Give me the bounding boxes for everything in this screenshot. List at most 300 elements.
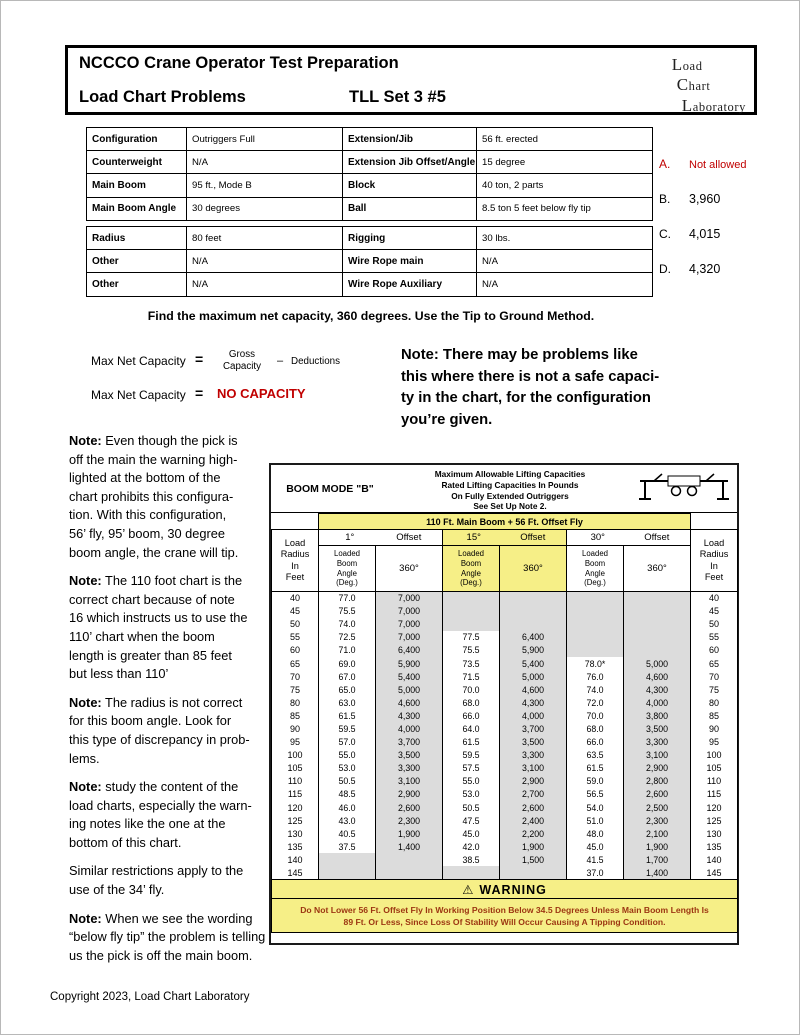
angle-cell: 53.0 — [319, 762, 376, 775]
angle-cell: 57.0 — [319, 736, 376, 749]
angle-cell: 69.0 — [319, 657, 376, 670]
note-line: length is greater than 85 feet — [69, 647, 232, 663]
capacity-cell: 5,000 — [624, 657, 691, 670]
answer-letter: C. — [659, 227, 671, 241]
answer-letter: A. — [659, 157, 671, 171]
angle-cell: 48.5 — [319, 788, 376, 801]
radius-header-line: Feet — [704, 572, 724, 582]
config-label: Wire Rope main — [343, 250, 477, 273]
capacity-cell: 1,900 — [624, 840, 691, 853]
angle-header-line: Angle — [461, 568, 481, 578]
angle-cell: 41.5 — [567, 853, 624, 866]
radius-cell: 115 — [691, 788, 738, 801]
angle-cell: 55.0 — [319, 749, 376, 762]
warning-text — [272, 899, 738, 933]
note-line: but less than 110’ — [69, 666, 169, 682]
config-row — [87, 151, 653, 174]
angle-cell: 74.0 — [567, 683, 624, 696]
radius-cell: 45 — [272, 605, 319, 618]
capacity-row — [272, 788, 738, 801]
note-line: boom angle, the crane will tip. — [69, 544, 239, 560]
note-line: “below fly tip” the problem is telling — [69, 929, 266, 945]
capacity-cell — [500, 866, 567, 879]
right-note — [401, 345, 681, 431]
note-paragraph — [69, 694, 274, 768]
angle-cell: 63.0 — [319, 696, 376, 709]
config-value: 15 degree — [477, 151, 653, 174]
capacity-cell: 2,300 — [376, 814, 443, 827]
note-paragraph — [69, 432, 274, 562]
angle-cell: 72.0 — [567, 696, 624, 709]
offset-label: Offset — [644, 532, 670, 543]
capacity-row — [272, 762, 738, 775]
angle-cell: 61.5 — [319, 709, 376, 722]
angle-cell: 67.0 — [319, 670, 376, 683]
note-line: lems. — [69, 750, 100, 766]
config-row — [87, 250, 653, 273]
note-line: tion. With this configuration, — [69, 507, 227, 523]
angle-cell: 45.0 — [443, 827, 500, 840]
capacity-cell: 4,300 — [376, 709, 443, 722]
angle-header-line: (Deg.) — [336, 578, 358, 588]
sub-header-row — [272, 546, 738, 592]
angle-cell: 48.0 — [567, 827, 624, 840]
radius-header-line: Load — [284, 537, 306, 548]
formula-lhs: Max Net Capacity — [91, 388, 186, 402]
capacity-cell: 5,000 — [376, 683, 443, 696]
angle-header-line: Boom — [584, 558, 606, 568]
angle-cell: 59.5 — [319, 722, 376, 735]
note-paragraph — [69, 572, 274, 684]
note-prefix: Note: — [69, 573, 102, 589]
note-line: Note: Even though the pick is — [69, 433, 238, 448]
capacity-cell: 7,000 — [376, 605, 443, 618]
answer-value: Not allowed — [689, 159, 747, 171]
radius-cell: 45 — [691, 605, 738, 618]
config-label: Extension/Jib — [343, 128, 477, 151]
note-line: off the main the warning high- — [69, 451, 238, 467]
note-paragraph — [69, 862, 274, 899]
capacity-cell: 3,700 — [376, 736, 443, 749]
angle-cell: 40.5 — [319, 827, 376, 840]
capacity-cell: 2,600 — [624, 788, 691, 801]
note-line: this where there is not a safe capaci- — [401, 368, 660, 385]
radius-cell: 145 — [691, 866, 738, 879]
capacity-cell — [624, 644, 691, 657]
copyright: Copyright 2023, Load Chart Laboratory — [50, 991, 250, 1003]
doc-subtitle: Load Chart Problems — [79, 88, 246, 106]
radius-cell: 110 — [272, 775, 319, 788]
config-value: 95 ft., Mode B — [187, 174, 343, 197]
angle-cell: 64.0 — [443, 722, 500, 735]
radius-cell: 130 — [691, 827, 738, 840]
angle-cell: 56.5 — [567, 788, 624, 801]
load-chart-laboratory-logo — [672, 55, 746, 116]
answer-letter: D. — [659, 262, 671, 276]
capacity-cell: 7,000 — [376, 618, 443, 631]
radius-cell: 125 — [691, 814, 738, 827]
capacity-row — [272, 801, 738, 814]
answer-row — [659, 262, 779, 297]
note-prefix: Note: — [69, 910, 102, 926]
radius-cell: 90 — [272, 722, 319, 735]
radius-header-line: In — [291, 560, 299, 571]
capacity-row — [272, 683, 738, 696]
capacity-cell: 3,100 — [376, 775, 443, 788]
angle-cell: 53.0 — [443, 788, 500, 801]
capacity-row — [272, 592, 738, 605]
capacity-cell: 4,300 — [500, 696, 567, 709]
config-label: Counterweight — [87, 151, 187, 174]
capacity-cell: 3,800 — [624, 709, 691, 722]
config-group-2 — [87, 227, 653, 297]
config-value: 80 feet — [187, 227, 343, 250]
radius-cell: 55 — [691, 631, 738, 644]
chart-title-line: On Fully Extended Outriggers — [451, 490, 569, 501]
capacity-cell: 4,000 — [500, 709, 567, 722]
capacity-row — [272, 657, 738, 670]
radius-cell: 65 — [691, 657, 738, 670]
radius-cell: 90 — [691, 722, 738, 735]
answer-row — [659, 192, 779, 227]
angle-cell — [319, 853, 376, 866]
note-line: 56’ fly, 95’ boom, 30 degree — [69, 525, 226, 541]
outriggers-diagram-icon — [631, 465, 737, 512]
angle-cell: 66.0 — [567, 736, 624, 749]
radius-cell: 60 — [272, 644, 319, 657]
capacity-cell — [624, 605, 691, 618]
capacity-cell: 7,000 — [376, 592, 443, 605]
capacity-row — [272, 853, 738, 866]
capacity-cell: 6,400 — [500, 631, 567, 644]
angle-cell — [567, 631, 624, 644]
radius-cell: 100 — [272, 749, 319, 762]
radius-cell: 75 — [691, 683, 738, 696]
gross-line: Gross — [228, 349, 256, 360]
angle-cell — [443, 618, 500, 631]
capacity-cell: 1,500 — [500, 853, 567, 866]
chart-header — [271, 465, 737, 513]
loaded-boom-angle-header — [443, 546, 500, 592]
radius-cell: 95 — [272, 736, 319, 749]
config-value: Outriggers Full — [187, 128, 343, 151]
radius-header-line: Load — [703, 537, 725, 548]
bar-spacer — [691, 514, 738, 530]
capacity-cell: 6,400 — [376, 644, 443, 657]
question-text: Find the maximum net capacity, 360 degrees. Use the Tip to Ground Method. — [147, 309, 595, 323]
angle-cell: 78.0* — [567, 657, 624, 670]
angle-cell — [443, 605, 500, 618]
capacity-cell: 5,900 — [376, 657, 443, 670]
answer-letter: B. — [659, 192, 671, 206]
equals-sign: = — [195, 385, 204, 401]
no-capacity-result: NO CAPACITY — [217, 386, 306, 401]
capacity-cell: 2,900 — [624, 762, 691, 775]
capacity-row — [272, 736, 738, 749]
angle-header-line: Boom — [460, 558, 482, 568]
radius-cell: 135 — [272, 840, 319, 853]
angle-header-line: (Deg.) — [460, 578, 482, 588]
angle-cell — [443, 592, 500, 605]
capacity-cell: 2,200 — [500, 827, 567, 840]
note-line: ing notes like the one at the — [69, 816, 226, 832]
radius-cell: 140 — [691, 853, 738, 866]
capacity-cell: 4,300 — [624, 683, 691, 696]
offset-group-row — [272, 530, 738, 546]
radius-cell: 40 — [691, 592, 738, 605]
config-label: Main Boom Angle — [87, 197, 187, 220]
warning-section — [272, 880, 738, 933]
angle-header-line: Loaded — [457, 549, 485, 559]
capacity-cell: 4,600 — [500, 683, 567, 696]
radius-cell: 70 — [272, 670, 319, 683]
note-line: bottom of this chart. — [69, 834, 182, 850]
config-label: Ball — [343, 197, 477, 220]
radius-cell: 60 — [691, 644, 738, 657]
radius-header-line: Radius — [280, 549, 310, 559]
angle-cell: 45.0 — [567, 840, 624, 853]
capacity-row — [272, 749, 738, 762]
note-prefix: Note: — [69, 779, 102, 795]
radius-cell: 70 — [691, 670, 738, 683]
offset-label: Offset — [520, 532, 546, 543]
config-value: 8.5 ton 5 feet below fly tip — [477, 197, 653, 220]
angle-header-line: Loaded — [581, 549, 609, 559]
capacity-cell: 2,900 — [376, 788, 443, 801]
warning-title-row — [272, 880, 738, 899]
capacity-cell: 5,900 — [500, 644, 567, 657]
capacity-cell: 1,700 — [624, 853, 691, 866]
angle-cell: 70.0 — [443, 683, 500, 696]
load-radius-header — [691, 530, 738, 592]
doc-title: NCCCO Crane Operator Test Preparation — [79, 54, 399, 72]
radius-cell: 120 — [272, 801, 319, 814]
capacity-row — [272, 696, 738, 709]
config-table-bottom — [86, 226, 653, 297]
radius-cell: 95 — [691, 736, 738, 749]
radius-cell: 75 — [272, 683, 319, 696]
capacity-cell: 1,400 — [624, 866, 691, 879]
config-row — [87, 273, 653, 296]
warning-title-text: WARNING — [479, 882, 547, 897]
note-line: Note: The radius is not correct — [69, 694, 243, 710]
angle-cell — [443, 866, 500, 879]
config-value: N/A — [477, 250, 653, 273]
capacity-360-header: 360° — [624, 546, 691, 592]
note-paragraph — [69, 910, 274, 966]
note-line: Note: When we see the wording — [69, 910, 253, 926]
radius-cell: 105 — [691, 762, 738, 775]
capacity-cell: 7,000 — [376, 631, 443, 644]
angle-cell: 51.0 — [567, 814, 624, 827]
config-label: Other — [87, 250, 187, 273]
formula-block — [89, 346, 409, 412]
capacity-table-body — [272, 592, 738, 880]
capacity-cell: 3,100 — [624, 749, 691, 762]
capacity-row — [272, 840, 738, 853]
capacity-cell: 4,600 — [624, 670, 691, 683]
angle-cell: 59.0 — [567, 775, 624, 788]
problem-set-label: TLL Set 3 #5 — [349, 88, 446, 106]
capacity-cell — [624, 631, 691, 644]
angle-cell: 73.5 — [443, 657, 500, 670]
note-line: load charts, especially the warn- — [69, 797, 252, 813]
note-paragraph — [69, 778, 274, 852]
answer-value: 4,320 — [689, 262, 721, 276]
offset-degree: 30° — [590, 532, 605, 543]
angle-header-line: (Deg.) — [584, 578, 606, 588]
config-value: 40 ton, 2 parts — [477, 174, 653, 197]
capacity-cell: 4,000 — [624, 696, 691, 709]
capacity-cell: 1,400 — [376, 840, 443, 853]
left-notes — [69, 432, 274, 975]
config-row — [87, 128, 653, 151]
chart-title-line: Maximum Allowable Lifting Capacities — [434, 469, 586, 479]
radius-cell: 145 — [272, 866, 319, 879]
angle-cell: 43.0 — [319, 814, 376, 827]
config-row — [87, 227, 653, 250]
angle-cell: 59.5 — [443, 749, 500, 762]
radius-cell: 115 — [272, 788, 319, 801]
radius-cell: 120 — [691, 801, 738, 814]
capacity-cell: 2,700 — [500, 788, 567, 801]
bar-spacer — [272, 514, 319, 530]
radius-cell: 135 — [691, 840, 738, 853]
note-line: us the pick is off the main boom. — [69, 947, 253, 963]
radius-cell: 65 — [272, 657, 319, 670]
capacity-cell — [624, 618, 691, 631]
angle-cell: 61.5 — [567, 762, 624, 775]
capacity-row — [272, 644, 738, 657]
capacity-360-header: 360° — [376, 546, 443, 592]
equals-sign: = — [195, 351, 204, 367]
note-line: Note: The 110 foot chart is the — [69, 573, 243, 589]
config-value: N/A — [187, 273, 343, 296]
angle-cell: 50.5 — [319, 775, 376, 788]
radius-cell: 80 — [272, 696, 319, 709]
load-radius-header — [272, 530, 319, 592]
angle-cell: 66.0 — [443, 709, 500, 722]
config-label: Block — [343, 174, 477, 197]
angle-cell: 65.0 — [319, 683, 376, 696]
note-line: for this boom angle. Look for — [69, 713, 232, 729]
angle-cell: 68.0 — [443, 696, 500, 709]
note-line: Note: There may be problems like — [401, 347, 638, 363]
capacity-cell: 2,900 — [500, 775, 567, 788]
capacity-table-head — [272, 514, 738, 592]
angle-cell: 70.0 — [567, 709, 624, 722]
answer-value: 4,015 — [689, 227, 721, 241]
angle-header-line: Angle — [585, 568, 605, 578]
note-line: ty in the chart, for the configuration — [401, 390, 651, 406]
capacity-row — [272, 775, 738, 788]
capacity-cell: 1,900 — [376, 827, 443, 840]
deductions-label: Deductions — [291, 356, 341, 367]
radius-cell: 100 — [691, 749, 738, 762]
angle-cell: 75.5 — [319, 605, 376, 618]
capacity-cell: 3,500 — [624, 722, 691, 735]
config-label: Wire Rope Auxiliary — [343, 273, 477, 296]
angle-cell: 38.5 — [443, 853, 500, 866]
capacity-row — [272, 827, 738, 840]
offset-group-header — [567, 530, 691, 546]
config-label: Extension Jib Offset/Angle — [343, 151, 477, 174]
capacity-row — [272, 605, 738, 618]
gross-line: Capacity — [222, 361, 262, 373]
capacity-cell: 4,600 — [376, 696, 443, 709]
capacity-cell: 2,800 — [624, 775, 691, 788]
capacity-cell: 5,000 — [500, 670, 567, 683]
radius-cell: 50 — [691, 618, 738, 631]
config-value: N/A — [187, 151, 343, 174]
capacity-row — [272, 670, 738, 683]
warning-text-row — [272, 899, 738, 933]
config-value: 30 lbs. — [477, 227, 653, 250]
radius-cell: 105 — [272, 762, 319, 775]
config-value: N/A — [187, 250, 343, 273]
capacity-row — [272, 866, 738, 879]
capacity-table — [271, 513, 738, 933]
note-line: chart prohibits this configura- — [69, 488, 234, 504]
angle-cell — [567, 644, 624, 657]
loaded-boom-angle-header — [319, 546, 376, 592]
capacity-cell — [500, 618, 567, 631]
config-label: Main Boom — [87, 174, 187, 197]
config-value: 30 degrees — [187, 197, 343, 220]
minus-sign: – — [277, 355, 284, 367]
capacity-row — [272, 709, 738, 722]
note-line: Note: study the content of the — [69, 779, 239, 795]
answer-value: 3,960 — [689, 192, 721, 206]
config-group-1 — [87, 128, 653, 221]
logo-line: Load — [671, 55, 703, 74]
capacity-cell: 3,500 — [500, 736, 567, 749]
angle-cell: 75.5 — [443, 644, 500, 657]
warning-text-line: Do Not Lower 56 Ft. Offset Fly In Working Position Below 34.5 Degrees Unless Main Boom Length Is — [300, 904, 709, 915]
formula-lhs: Max Net Capacity — [91, 354, 186, 368]
note-line: use of the 34’ fly. — [69, 882, 165, 898]
capacity-cell: 2,500 — [624, 801, 691, 814]
radius-cell: 125 — [272, 814, 319, 827]
capacity-row — [272, 618, 738, 631]
angle-cell — [567, 618, 624, 631]
capacity-row — [272, 814, 738, 827]
radius-header-line: In — [710, 560, 718, 571]
config-row — [87, 174, 653, 197]
header-box — [65, 45, 757, 115]
capacity-cell: 2,100 — [624, 827, 691, 840]
angle-cell: 74.0 — [319, 618, 376, 631]
answer-list — [659, 157, 779, 297]
capacity-row — [272, 631, 738, 644]
chart-title-line: See Set Up Note 2. — [473, 501, 547, 512]
warning-title — [272, 880, 738, 899]
angle-cell: 72.5 — [319, 631, 376, 644]
capacity-cell: 2,400 — [500, 814, 567, 827]
capacity-cell: 3,700 — [500, 722, 567, 735]
loaded-boom-angle-header — [567, 546, 624, 592]
config-table-top — [86, 127, 653, 221]
angle-cell: 76.0 — [567, 670, 624, 683]
warning-text-line: 89 Ft. Or Less, Since Loss Of Stability Will Occur Causing A Tipping Condition. — [343, 916, 666, 927]
note-line: 110’ chart when the boom — [69, 628, 215, 644]
radius-cell: 110 — [691, 775, 738, 788]
angle-header-line: Boom — [336, 558, 358, 568]
radius-cell: 50 — [272, 618, 319, 631]
angle-header-line: Loaded — [333, 549, 361, 559]
capacity-cell: 2,600 — [376, 801, 443, 814]
config-value: N/A — [477, 273, 653, 296]
